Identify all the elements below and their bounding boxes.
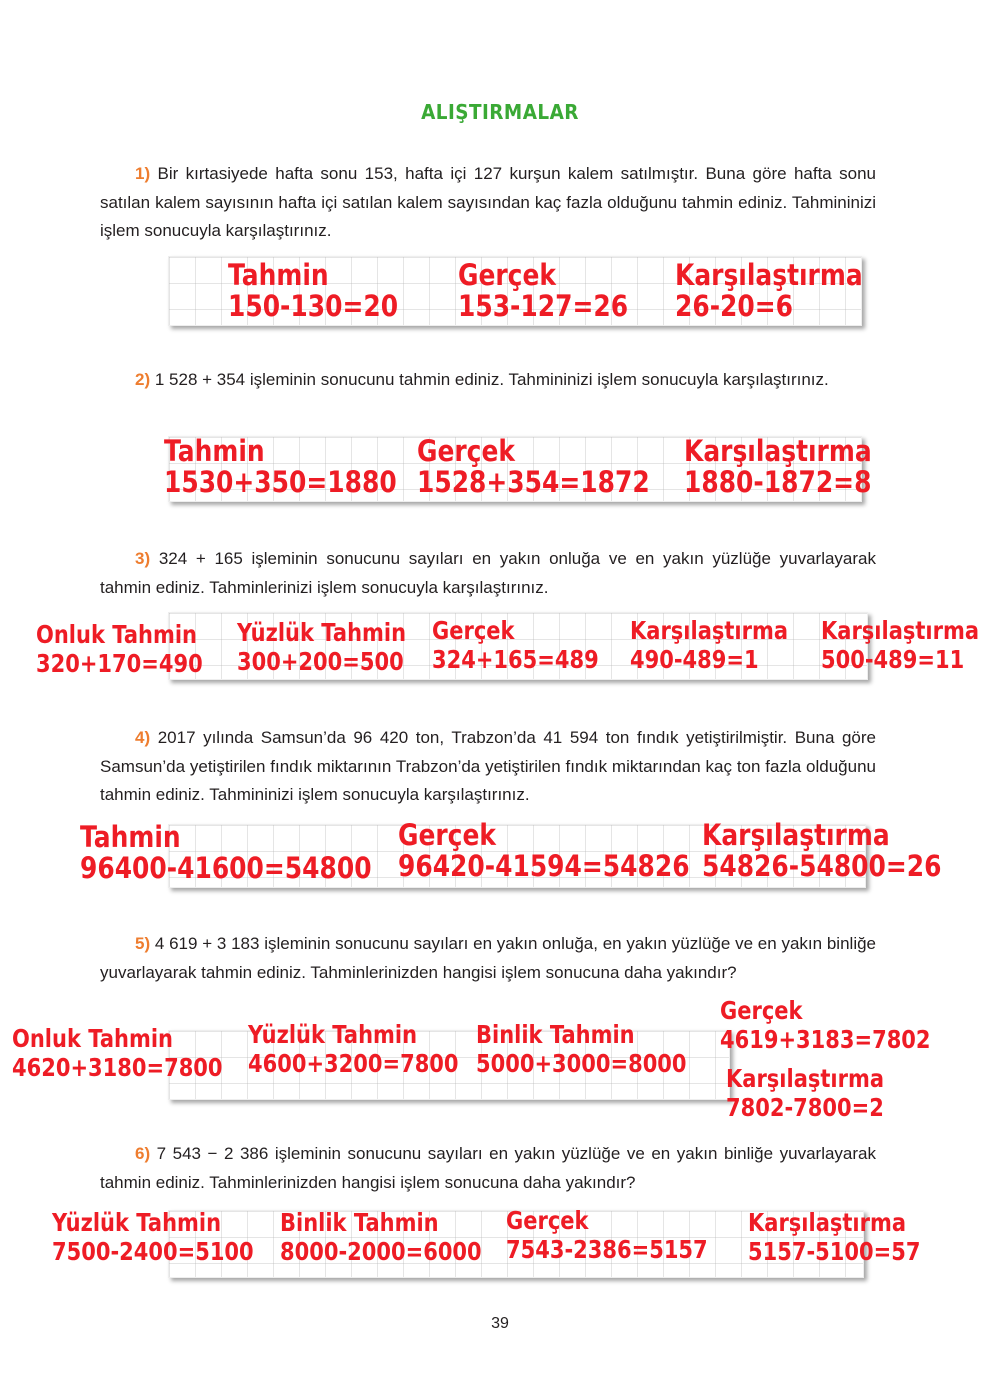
answer-4-estimate: Tahmin 96400-41600=54800 bbox=[80, 820, 372, 885]
answer-3-actual: Gerçek 324+165=489 bbox=[432, 616, 599, 674]
question-2 bbox=[100, 366, 876, 395]
question-number: 5) bbox=[135, 934, 151, 953]
page-title: ALIŞTIRMALAR bbox=[421, 100, 579, 124]
answer-6-compare: Karşılaştırma 5157-5100=57 bbox=[748, 1208, 921, 1266]
page-number: 39 bbox=[491, 1315, 509, 1332]
answer-5-thousands-estimate: Binlik Tahmin 5000+3000=8000 bbox=[476, 1020, 687, 1078]
answer-1-compare: Karşılaştırma 26-20=6 bbox=[675, 258, 863, 323]
question-text: 2017 yılında Samsun’da 96 420 ton, Trabzon’da 41 594 ton fındık yetiştirilmiştir. Buna göre Samsun’da yetiştirilen fındık miktarının Trabzon’da yetiştirilen fındık miktarından kaç ton fazla olduğunu tahmin ediniz. Tahmininizi işlem sonucuyla karşılaştırınız. bbox=[100, 728, 876, 804]
answer-2-actual: Gerçek 1528+354=1872 bbox=[417, 434, 650, 499]
question-number: 4) bbox=[135, 728, 151, 747]
answer-2-estimate: Tahmin 1530+350=1880 bbox=[164, 434, 397, 499]
answer-5-compare: Karşılaştırma 7802-7800=2 bbox=[726, 1064, 885, 1122]
question-3 bbox=[100, 545, 876, 602]
answer-2-compare: Karşılaştırma 1880-1872=8 bbox=[684, 434, 872, 499]
answer-4-actual: Gerçek 96420-41594=54826 bbox=[398, 818, 690, 883]
answer-1-estimate: Tahmin 150-130=20 bbox=[228, 258, 399, 323]
question-number: 3) bbox=[135, 549, 151, 568]
question-4 bbox=[100, 724, 876, 810]
question-text: 7 543 − 2 386 işleminin sonucunu sayıları en yakın yüzlüğe ve en yakın binliğe yuvarlayarak tahmin ediniz. Tahminlerinizden hangisi işlem sonucuna daha yakındır? bbox=[100, 1144, 876, 1192]
answer-6-hundreds-estimate: Yüzlük Tahmin 7500-2400=5100 bbox=[52, 1208, 254, 1266]
answer-3-tens-estimate: Onluk Tahmin 320+170=490 bbox=[36, 620, 203, 678]
answer-6-actual: Gerçek 7543-2386=5157 bbox=[506, 1206, 708, 1264]
answer-5-hundreds-estimate: Yüzlük Tahmin 4600+3200=7800 bbox=[248, 1020, 459, 1078]
answer-1-actual: Gerçek 153-127=26 bbox=[458, 258, 629, 323]
question-5 bbox=[100, 930, 876, 987]
question-1 bbox=[100, 160, 876, 246]
answer-3-hundreds-estimate: Yüzlük Tahmin 300+200=500 bbox=[237, 618, 407, 676]
answer-3-compare-2: Karşılaştırma 500-489=11 bbox=[821, 616, 980, 674]
question-number: 6) bbox=[135, 1144, 151, 1163]
question-number: 1) bbox=[135, 164, 151, 183]
answer-3-compare-1: Karşılaştırma 490-489=1 bbox=[630, 616, 789, 674]
question-text: 1 528 + 354 işleminin sonucunu tahmin ediniz. Tahmininizi işlem sonucuyla karşılaştırınız. bbox=[154, 370, 829, 389]
question-text: 4 619 + 3 183 işleminin sonucunu sayıları en yakın onluğa, en yakın yüzlüğe ve en yakın binliğe yuvarlayarak tahmin ediniz. Tahminlerinizden hangisi işlem sonucuna daha yakındır? bbox=[100, 934, 876, 982]
answer-4-compare: Karşılaştırma 54826-54800=26 bbox=[702, 818, 942, 883]
answer-6-thousands-estimate: Binlik Tahmin 8000-2000=6000 bbox=[280, 1208, 482, 1266]
question-number: 2) bbox=[135, 370, 151, 389]
question-text: Bir kırtasiyede hafta sonu 153, hafta içi 127 kurşun kalem satılmıştır. Buna göre hafta sonu satılan kalem sayısının hafta içi satılan kalem sayısından kaç fazla olduğunu tahmin ediniz. Tahmininizi işlem sonucuyla karşılaştırınız. bbox=[100, 164, 876, 240]
answer-5-tens-estimate: Onluk Tahmin 4620+3180=7800 bbox=[12, 1024, 223, 1082]
question-text: 324 + 165 işleminin sonucunu sayıları en yakın onluğa ve en yakın yüzlüğe yuvarlayarak tahmin ediniz. Tahminlerinizi işlem sonucuyla karşılaştırınız. bbox=[100, 549, 876, 597]
question-6 bbox=[100, 1140, 876, 1197]
answer-5-actual: Gerçek 4619+3183=7802 bbox=[720, 996, 931, 1054]
